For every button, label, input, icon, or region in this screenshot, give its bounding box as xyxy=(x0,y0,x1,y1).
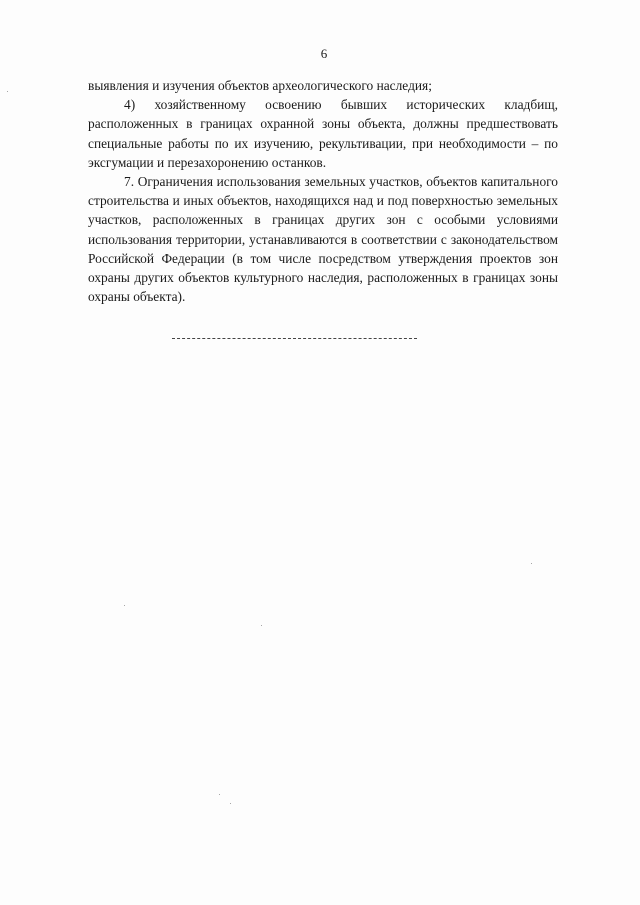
scan-speck xyxy=(261,625,262,626)
scan-speck xyxy=(219,794,220,795)
paragraph-item-7: 7. Ограничения использования земельных участков, объектов капитального строительства и иных объектов, находящихся над и под поверхностью земельных участков, расположенных в границах других зон с особыми условиями использования территории, устанавливаются в соответствии с законодательством Российской Федерации (в том числе посредством утверждения проектов зон охраны других объектов культурного наследия, расположенных в границах зоны охраны объекта). xyxy=(88,174,558,305)
scan-speck xyxy=(7,91,8,92)
document-body xyxy=(88,76,558,306)
end-separator-line xyxy=(172,338,417,339)
page-number: 6 xyxy=(320,46,328,61)
scan-speck xyxy=(124,605,125,606)
paragraph-item-4: 4) хозяйственному освоению бывших исторических кладбищ, расположенных в границах охранной зоны объекта, должны предшествовать специальные работы по их изучению, рекультивации, при необходимости – по эксгумации и перезахоронению останков. xyxy=(88,97,558,170)
scan-speck xyxy=(531,563,532,564)
paragraph-continuation: выявления и изучения объектов археологического наследия; xyxy=(88,78,432,93)
scan-speck xyxy=(230,803,231,804)
